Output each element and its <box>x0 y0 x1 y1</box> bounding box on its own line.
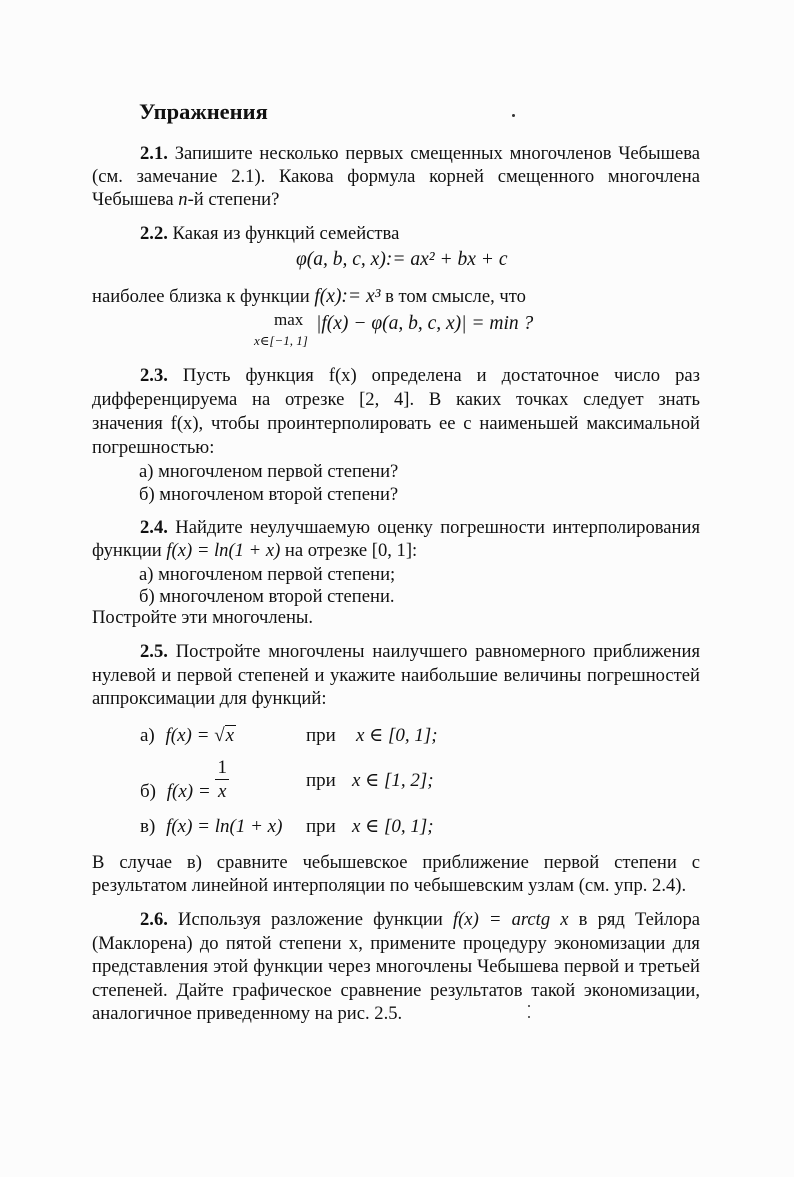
formula-minimax: |f(x) − φ(a, b, c, x)| = min ? <box>316 313 534 334</box>
exercise-number: 2.1. <box>140 143 168 164</box>
exercise-text: Чебышева <box>92 189 179 210</box>
exercise-text: в ряд Тейлора <box>568 909 701 930</box>
scan-speck <box>528 1016 530 1018</box>
exercise-number: 2.6. <box>140 909 168 930</box>
exercise-text: представления этой функции через многочлены Чебышева первой и третьей <box>92 956 700 977</box>
condition-when: при <box>306 725 336 746</box>
exercise-2-3 <box>92 364 700 460</box>
exercise-text: наиболее близка к функции <box>92 286 315 307</box>
function-item-a: а) f(x) = √x <box>140 725 235 746</box>
list-item: б) многочленом второй степени. <box>139 586 395 607</box>
exercise-2-5-note <box>92 851 700 897</box>
exercise-2-5 <box>92 640 700 711</box>
exercise-number: 2.4. <box>140 517 168 538</box>
exercise-number: 2.2. <box>140 223 168 244</box>
formula-lhs: f(x) = <box>166 780 211 802</box>
exercise-text: Какая из функций семейства <box>172 223 400 244</box>
formula-function: f(x) = ln(1 + x) <box>166 540 281 561</box>
item-label: а) <box>140 725 155 746</box>
formula-lhs: f(x) = ln(1 + x) <box>166 816 283 837</box>
exercise-text: функции <box>92 540 167 561</box>
condition-domain: x ∈ [1, 2]; <box>352 770 434 791</box>
exercise-text: Запишите несколько первых смещенных многочленов Чебышева <box>174 143 700 164</box>
section-heading: Упражнения <box>139 99 268 124</box>
exercise-text: аппроксимации для функций: <box>92 688 327 709</box>
exercise-2-4 <box>92 516 700 562</box>
exercise-text: погрешностью: <box>92 437 215 458</box>
function-item-b <box>140 757 229 804</box>
exercise-text: Постройте многочлены наилучшего равномерного приближения <box>175 641 700 662</box>
exercise-text: (см. замечание 2.1). Какова формула корней смещенного многочлена <box>92 166 700 187</box>
exercise-text: результатом линейной интерполяции по чебышевским узлам (см. упр. 2.4). <box>92 875 687 896</box>
condition-domain: x ∈ [0, 1]; <box>356 725 438 746</box>
max-subscript: x∈[−1, 1] <box>254 333 308 348</box>
formula-function: f(x) = arctg x <box>452 909 569 930</box>
exercise-number: 2.5. <box>140 641 168 662</box>
fraction <box>215 757 229 804</box>
exercise-2-2-statement <box>92 285 526 308</box>
exercise-text: Используя разложение функции <box>178 909 453 930</box>
exercise-text: В случае в) сравните чебышевское приближение первой степени с <box>92 852 700 873</box>
exercise-2-1 <box>92 142 700 211</box>
function-item-c <box>140 815 282 838</box>
item-label: в) <box>140 816 156 837</box>
exercise-text: в том смысле, что <box>380 286 526 307</box>
fraction-denominator: x <box>217 781 227 802</box>
formula-lhs: f(x) = <box>165 725 210 746</box>
exercise-text: степеней. Дайте графическое сравнение результатов такой экономизации, <box>92 979 700 1001</box>
exercise-text: значения f(x), чтобы проинтерполировать ее с наименьшей максимальной <box>92 413 700 434</box>
sqrt-argument: x <box>225 725 235 746</box>
exercise-text: дифференцируема на отрезке [2, 4]. В каких точках следует знать <box>92 389 700 410</box>
list-item: б) многочленом второй степени? <box>139 484 399 505</box>
exercise-text: Пусть функция f(x) определена и достаточное число раз <box>182 365 700 386</box>
exercise-2-6 <box>92 908 700 1026</box>
condition-when: при <box>306 816 336 837</box>
scan-speck <box>528 1005 530 1007</box>
fraction-numerator: 1 <box>217 757 227 778</box>
exercise-text: Найдите неулучшаемую оценку погрешности интерполирования <box>175 517 700 538</box>
list-item: а) многочленом первой степени; <box>139 564 396 585</box>
scan-speck <box>512 114 515 117</box>
exercise-text: (Маклорена) до пятой степени x, примените процедуру экономизации для <box>92 932 700 954</box>
condition-domain: x ∈ [0, 1]; <box>352 816 434 837</box>
list-item: а) многочленом первой степени? <box>139 461 399 482</box>
max-operator: max <box>274 310 304 329</box>
exercise-text: аналогичное приведенному на рис. 2.5. <box>92 1003 403 1024</box>
exercise-text: Постройте эти многочлены. <box>92 607 314 628</box>
exercise-text: нулевой и первой степеней и укажите наибольшие величины погрешностей <box>92 664 700 686</box>
exercise-text: на отрезке [0, 1]: <box>280 540 418 561</box>
exercise-text: -й степени? <box>187 189 280 210</box>
condition-when: при <box>306 770 336 791</box>
exercise-2-2 <box>92 222 700 245</box>
formula-family: φ(a, b, c, x):= ax² + bx + c <box>296 249 508 270</box>
formula-target: f(x):= x³ <box>314 286 381 307</box>
exercise-number: 2.3. <box>140 365 168 386</box>
item-label: б) <box>140 780 156 802</box>
math-symbol: n <box>178 189 188 210</box>
